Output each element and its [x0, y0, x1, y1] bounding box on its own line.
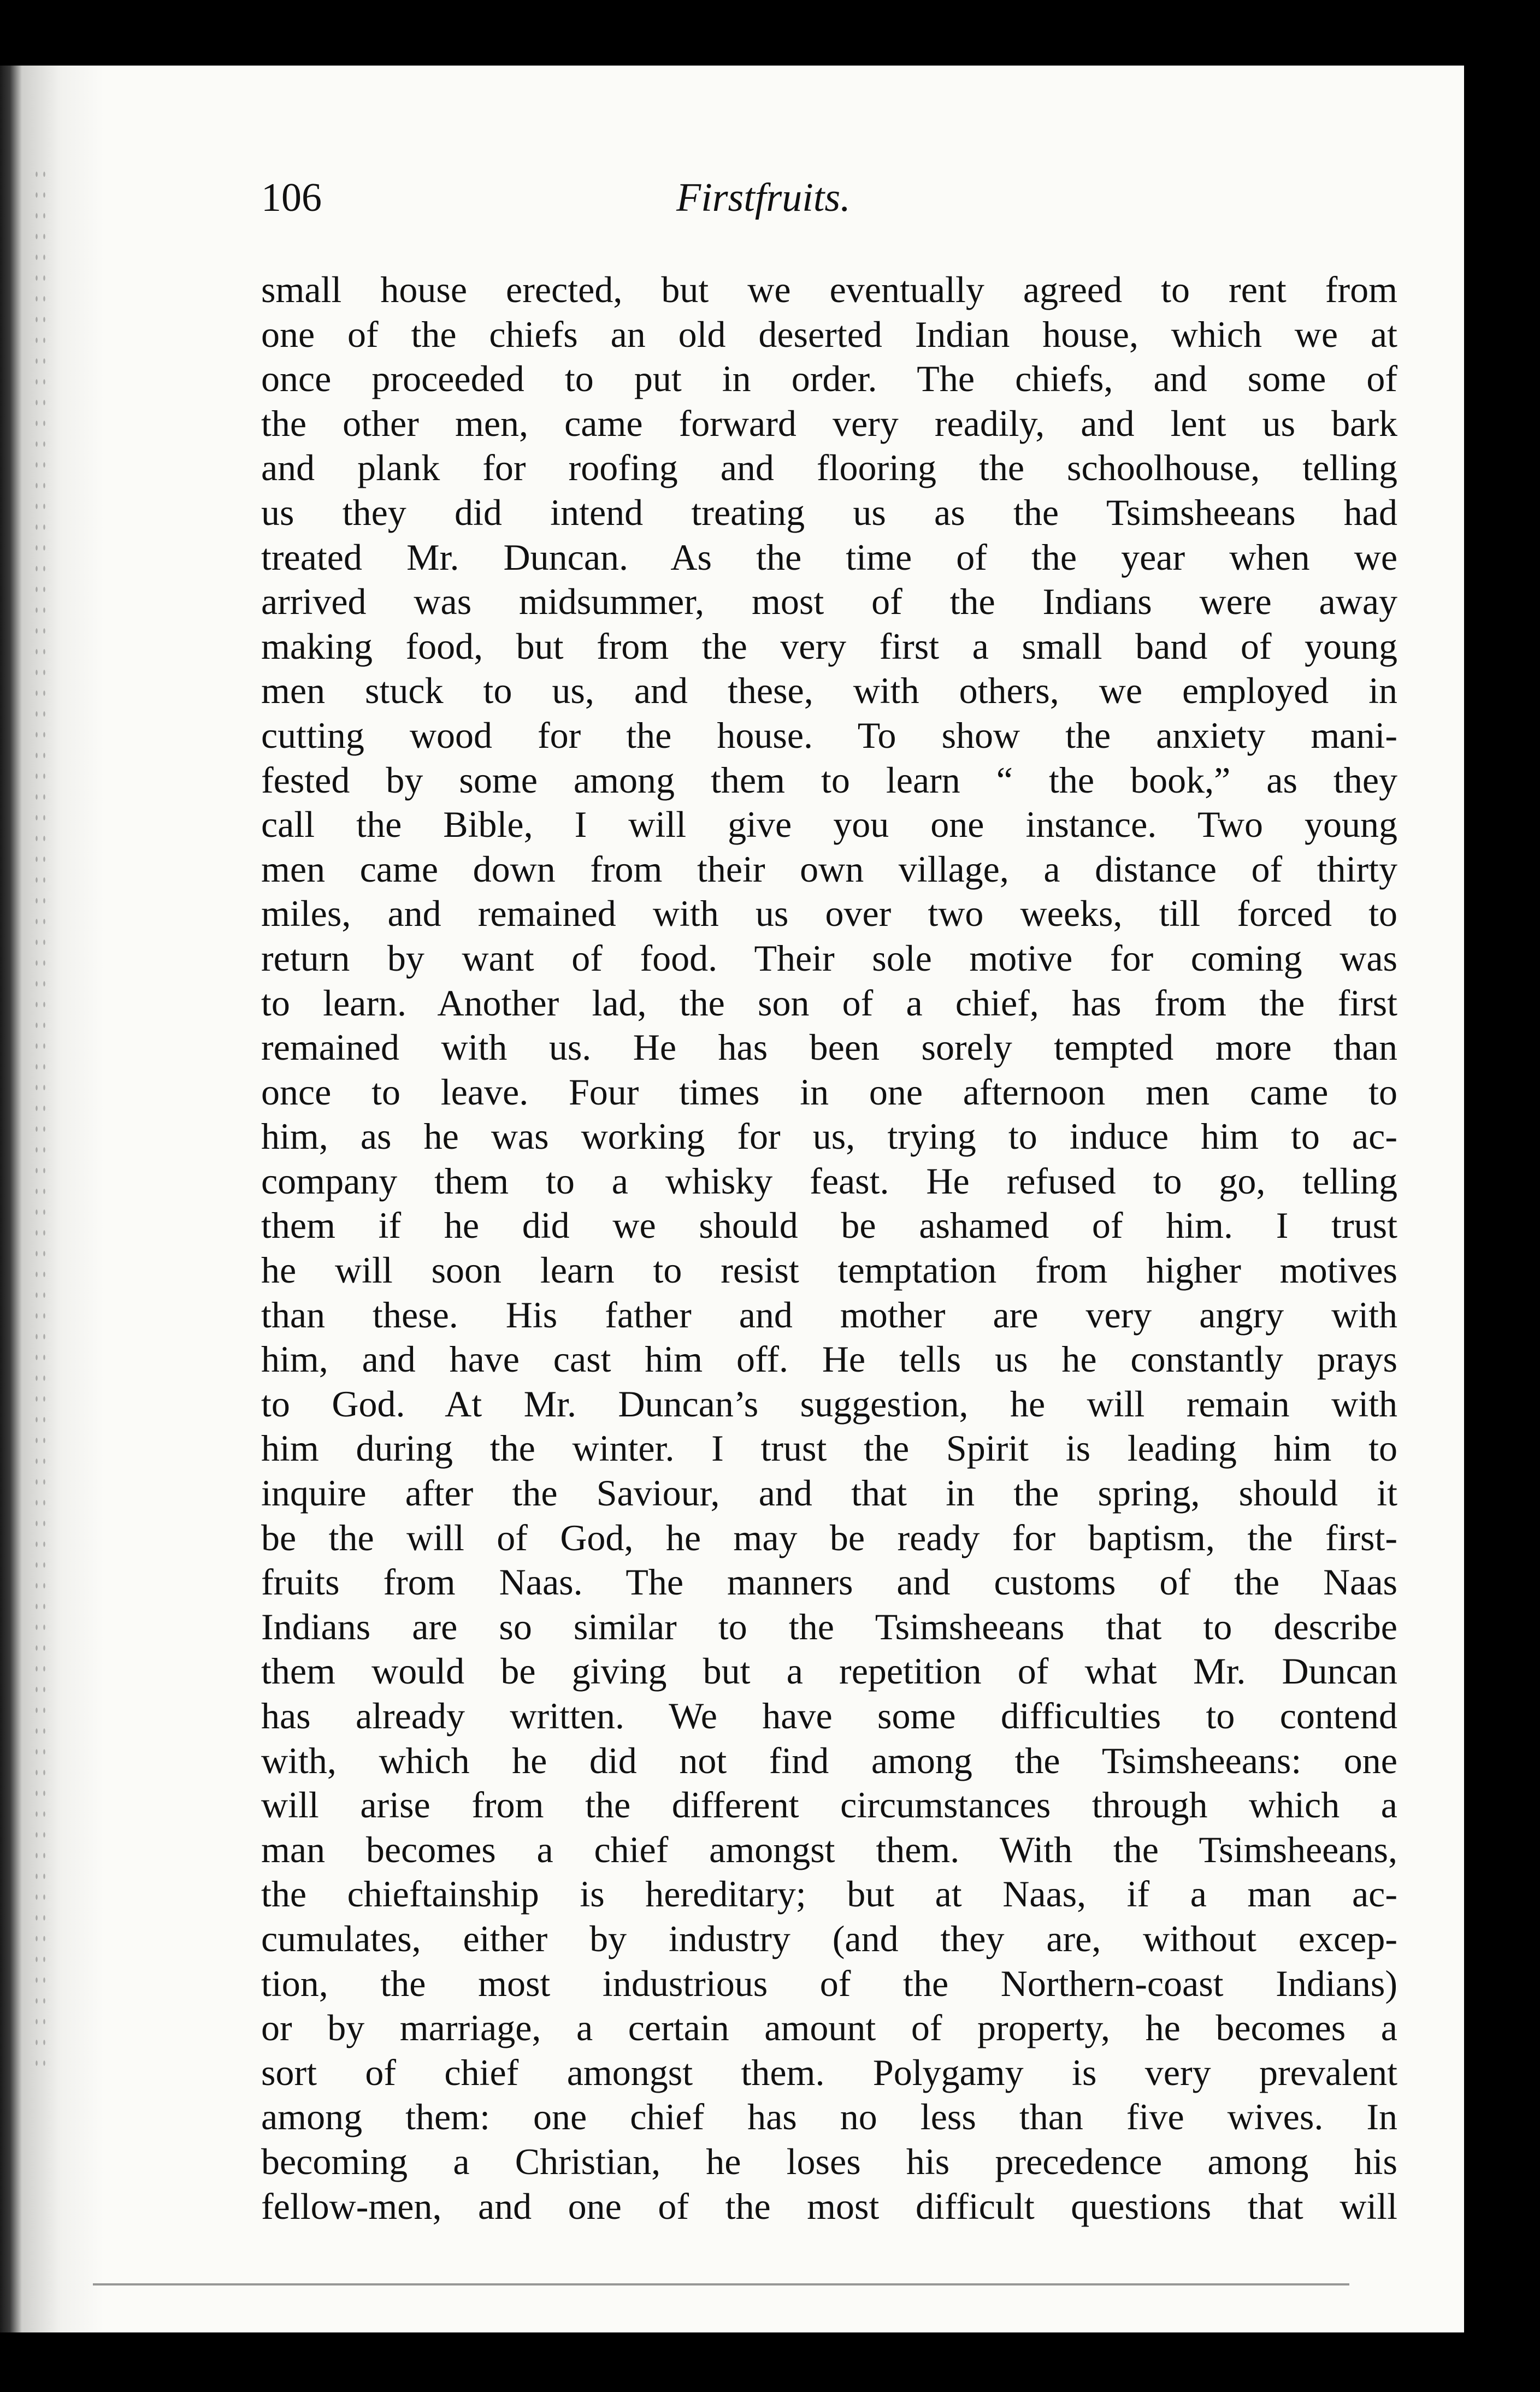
text-line: return by want of food. Their sole motive for coming was: [261, 937, 1397, 979]
text-line: small house erected, but we eventually agreed to rent from: [261, 269, 1397, 310]
text-line: miles, and remained with us over two weeks, till forced to: [261, 893, 1397, 935]
page-number: 106: [261, 175, 322, 220]
text-line: and plank for roofing and flooring the schoolhouse, telling: [261, 447, 1397, 489]
running-title: Firstfruits.: [676, 175, 851, 220]
text-line: us they did intend treating us as the Tsimsheeans had: [261, 491, 1397, 533]
text-line: fested by some among them to learn “ the book,” as they: [261, 759, 1397, 801]
text-line: one of the chiefs an old deserted Indian house, which we at: [261, 313, 1397, 355]
text-line: becoming a Christian, he loses his precedence among his: [261, 2140, 1397, 2182]
text-line: the other men, came forward very readily, and lent us bark: [261, 402, 1397, 444]
text-line: remained with us. He has been sorely tempted more than: [261, 1026, 1397, 1068]
text-line: cutting wood for the house. To show the anxiety mani-: [261, 714, 1397, 756]
page-gutter-shadow: [0, 66, 104, 2332]
text-line: him, as he was working for us, trying to induce him to ac-: [261, 1115, 1397, 1157]
text-line: them would be giving but a repetition of what Mr. Duncan: [261, 1650, 1397, 1692]
text-line: him during the winter. I trust the Spirit is leading him to: [261, 1427, 1397, 1469]
text-line: fellow-men, and one of the most difficult questions that will: [261, 2185, 1397, 2227]
text-line: once to leave. Four times in one afternoon men came to: [261, 1071, 1397, 1113]
text-line: tion, the most industrious of the Northern-coast Indians): [261, 1962, 1397, 2004]
text-line: once proceeded to put in order. The chiefs, and some of: [261, 358, 1397, 400]
text-line: men stuck to us, and these, with others, we employed in: [261, 670, 1397, 712]
text-line: making food, but from the very first a small band of young: [261, 625, 1397, 667]
text-line: Indians are so similar to the Tsimsheeans that to describe: [261, 1605, 1397, 1647]
text-line: sort of chief amongst them. Polygamy is very prevalent: [261, 2051, 1397, 2093]
text-line: arrived was midsummer, most of the Indians were away: [261, 581, 1397, 623]
text-line: among them: one chief has no less than five wives. In: [261, 2096, 1397, 2138]
text-line: to God. At Mr. Duncan’s suggestion, he will remain with: [261, 1383, 1397, 1425]
gutter-specks: [33, 164, 49, 2076]
text-line: them if he did we should be ashamed of him. I trust: [261, 1204, 1397, 1247]
page-bottom-edge: [93, 2283, 1349, 2285]
text-line: to learn. Another lad, the son of a chief, has from the first: [261, 982, 1397, 1024]
text-line: treated Mr. Duncan. As the time of the year when we: [261, 536, 1397, 578]
page-header: [261, 175, 1408, 240]
text-line: will arise from the different circumstances through which a: [261, 1784, 1397, 1826]
text-line: call the Bible, I will give you one instance. Two young: [261, 804, 1397, 846]
text-line: cumulates, either by industry (and they are, without excep-: [261, 1917, 1397, 1959]
text-line: or by marriage, a certain amount of property, he becomes a: [261, 2007, 1397, 2049]
text-line: men came down from their own village, a distance of thirty: [261, 848, 1397, 890]
text-line: him, and have cast him off. He tells us he constantly prays: [261, 1338, 1397, 1380]
text-line: man becomes a chief amongst them. With the Tsimsheeans,: [261, 1828, 1397, 1870]
text-line: he will soon learn to resist temptation from higher motives: [261, 1249, 1397, 1291]
body-text: [261, 268, 1397, 2229]
text-line: fruits from Naas. The manners and customs of the Naas: [261, 1561, 1397, 1603]
text-line: inquire after the Saviour, and that in the spring, should it: [261, 1472, 1397, 1514]
text-line: has already written. We have some difficulties to contend: [261, 1695, 1397, 1737]
text-line: company them to a whisky feast. He refused to go, telling: [261, 1160, 1397, 1202]
text-line: than these. His father and mother are very angry with: [261, 1294, 1397, 1336]
text-line: with, which he did not find among the Tsimsheeans: one: [261, 1739, 1397, 1781]
text-line: the chieftainship is hereditary; but at Naas, if a man ac-: [261, 1873, 1397, 1915]
text-line: be the will of God, he may be ready for baptism, the first-: [261, 1516, 1397, 1558]
